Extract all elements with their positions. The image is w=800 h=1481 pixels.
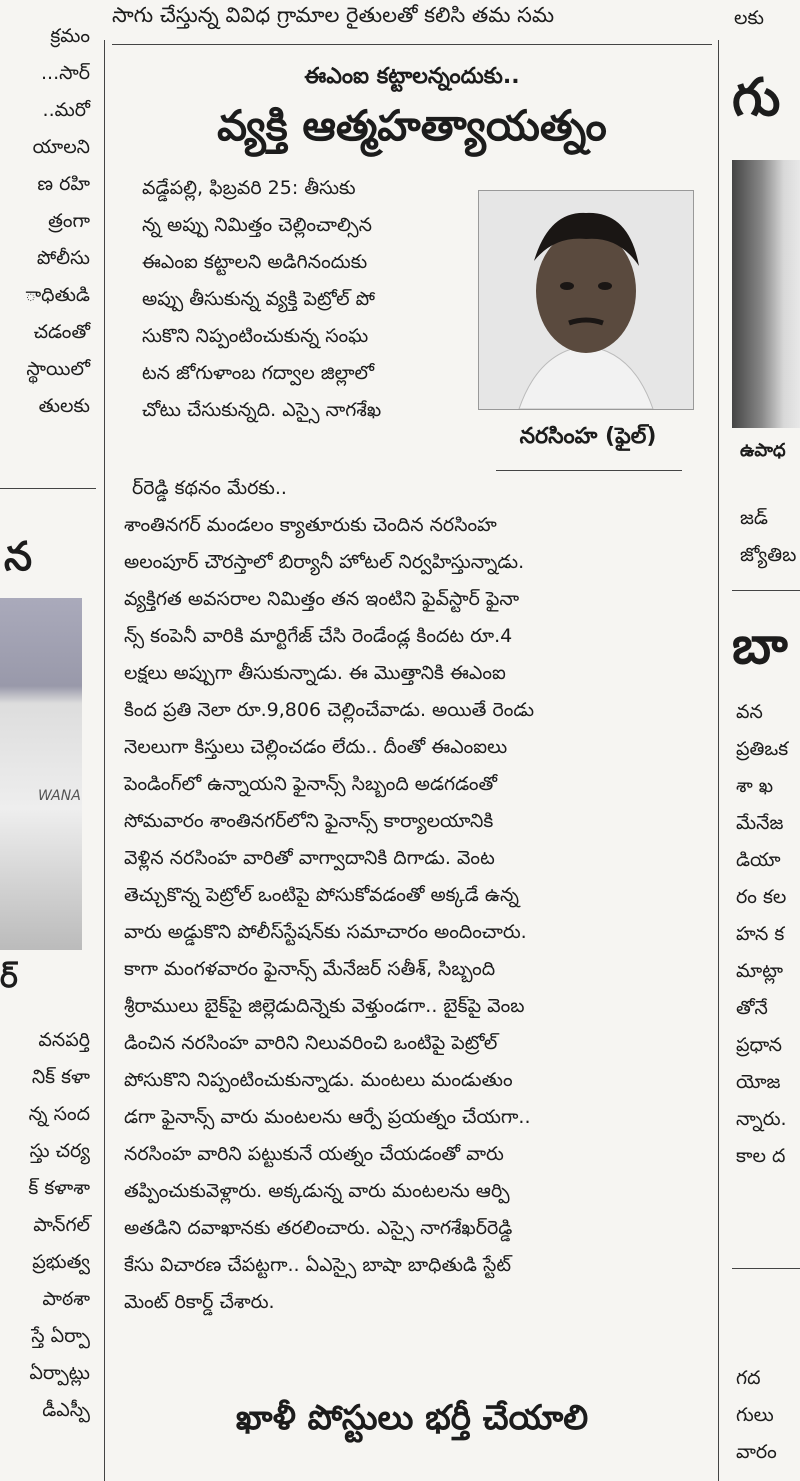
article-body-line: వారు అడ్డుకొని పోలీస్‌స్టేషన్‌కు సమాచారం అందించారు. — [124, 921, 527, 943]
article-body-line: నరసింహ వారిని పట్టుకునే యత్నం చేయడంతో వారు — [124, 1143, 504, 1165]
left-text-line: స్తు చర్య — [29, 1140, 90, 1162]
left-text-line: ణ రహి — [37, 173, 90, 195]
left-text-line: న్న సంద — [28, 1103, 90, 1125]
left-text-line: చడంతో — [33, 321, 90, 343]
bus-label: WANA — [38, 788, 81, 804]
article-body-line: కాగా మంగళవారం ఫైనాన్స్ మేనేజర్ సతీశ్, సిబ్బంది — [124, 958, 496, 980]
right-text-line: శా ఖ — [736, 775, 774, 797]
right-column-text-bottom — [736, 694, 788, 1175]
left-text-line: ..మరో — [42, 99, 90, 121]
top-divider — [112, 44, 712, 45]
left-text-line: ...సార్ — [41, 62, 90, 84]
left-text-line: స్థాయిలో — [26, 358, 90, 380]
right-column-text-end — [736, 1360, 777, 1471]
article-lead-line: ఈఎంఐ కట్టాలని అడిగినందుకు — [142, 251, 368, 273]
right-column — [726, 0, 800, 1481]
article-body-line: పోసుకొని నిప్పంటించుకున్నాడు. మంటలు మండుతుం — [124, 1069, 513, 1091]
right-text-line: మేనేజ — [736, 812, 784, 834]
article-body-line: డగా ఫైనాన్స్ వారు మంటలను ఆర్పే ప్రయత్నం చేయగా.. — [124, 1106, 531, 1128]
right-photo — [732, 160, 800, 428]
article-body-line: కేసు విచారణ చేపట్టగా.. ఏఎస్సై బాషా బాధితుడి స్టేట్ — [124, 1254, 512, 1276]
right-text-line: వన — [736, 701, 763, 723]
article-headline: వ్యక్తి ఆత్మహత్యాయత్నం — [217, 101, 607, 150]
article-lead-line: న్న అప్పు నిమిత్తం చెల్లించాల్సిన — [142, 214, 372, 236]
right-text-line: గులు — [736, 1404, 774, 1426]
left-text-line: క్ కళాశా — [28, 1177, 90, 1199]
main-article — [112, 0, 712, 1481]
left-text-line: స్తే ఏర్పా — [31, 1325, 90, 1347]
left-text-line: డీఎస్పీ — [42, 1399, 90, 1421]
person-portrait-icon — [479, 191, 693, 409]
article-body — [124, 507, 534, 1321]
left-text-line: ప్రభుత్వ — [32, 1251, 90, 1273]
right-text-line: ప్రతిఒక — [736, 738, 789, 760]
right-headline-1: గు — [732, 68, 781, 128]
right-text-line: వారం — [736, 1441, 777, 1463]
left-headline-fragment: న — [4, 534, 33, 580]
left-text-line: ాధితుడి — [25, 284, 90, 306]
article-body-line: న్స్ కంపెనీ వారికి మార్టిగేజ్ చేసి రెండేండ్ల కిందట రూ.4 — [124, 625, 513, 647]
caption-underline — [496, 470, 682, 471]
right-top-fragment: లకు — [734, 7, 764, 29]
article-body-line: వెళ్లిన నరసింహ వారితో వాగ్వాదానికి దిగాడు. వెంట — [124, 847, 495, 869]
left-text-line: వనపర్తి — [38, 1029, 90, 1051]
left-text-line: క్రమం — [50, 25, 90, 47]
left-text-line: యాలని — [32, 136, 90, 158]
article-lead — [142, 170, 472, 429]
article-body-line: శ్రీరాములు బైక్‌పై జిల్లెడుదిన్నెకు వెళ్తుండగా.. బైక్‌పై వెంబ — [124, 995, 525, 1017]
article-kicker: ఈఎంఐ కట్టాలన్నందుకు.. — [304, 64, 520, 89]
bus-photo — [0, 598, 82, 950]
column-divider-right — [718, 40, 719, 1481]
left-text-line: త్రంగా — [48, 210, 90, 232]
article-body-line: తప్పించుకువెళ్లారు. అక్కడున్న వారు మంటలను ఆర్పి — [124, 1180, 510, 1202]
left-text-line: పోలీసు — [36, 247, 90, 269]
article-body-line: నెలలుగా కిస్తులు చెల్లించడం లేదు.. దీంతో ఈఎంఐలు — [124, 736, 508, 758]
right-divider-2 — [732, 1268, 800, 1269]
left-headline-fragment-2: ర్ — [0, 960, 18, 995]
right-text-line: జడ్ — [740, 507, 768, 529]
article-lead-line: చోటు చేసుకున్నది. ఎస్సై నాగశేఖ — [142, 399, 382, 421]
article-body-line: శాంతినగర్ మండలం క్యాతూరుకు చెందిన నరసింహ — [124, 514, 497, 536]
photo-caption: నరసింహ (ఫైల్) — [519, 424, 657, 449]
left-divider — [0, 488, 96, 489]
article-body-line: సోమవారం శాంతినగర్‌లోని ఫైనాన్స్ కార్యాలయానికి — [124, 810, 494, 832]
article-lead-line: సుకొని నిప్పంటించుకున్న సంఘ — [142, 325, 369, 347]
next-article-headline: ఖాళీ పోస్టులు భర్తీ చేయాలి — [235, 1398, 589, 1438]
right-divider — [732, 590, 800, 591]
article-body-line: తెచ్చుకొన్న పెట్రోల్ ఒంటిపై పోసుకోవడంతో అక్కడే ఉన్న — [124, 884, 519, 906]
article-lead-last: ర్‌రెడ్డి కథనం మేరకు.. — [132, 477, 287, 499]
right-text-line: ప్రధాన — [736, 1034, 783, 1056]
left-text-line: నిక్ కళా — [31, 1066, 90, 1088]
right-text-line: రం కల — [736, 886, 787, 908]
right-text-line: జ్యోతిబ — [740, 544, 797, 566]
left-text-line: ఏర్పాట్లు — [29, 1362, 90, 1384]
right-photo-caption: ఉపాధ — [740, 440, 786, 461]
left-column-text-bottom — [28, 1022, 90, 1429]
article-body-line: లక్షలు అప్పుగా తీసుకున్నాడు. ఈ మొత్తానికి ఈఎంఐ — [124, 662, 506, 684]
left-text-line: తులకు — [38, 395, 90, 417]
article-body-line: కింద ప్రతి నెలా రూ.9,806 చెల్లించేవాడు. అయితే రెండు — [124, 699, 535, 721]
left-text-line: పాఠశా — [42, 1288, 90, 1310]
article-lead-line: అప్పు తీసుకున్న వ్యక్తి పెట్రోల్ పో — [142, 288, 375, 310]
right-text-line: తోనే — [736, 997, 768, 1019]
article-body-line: అలంపూర్ చౌరస్తాలో బిర్యానీ హోటల్ నిర్వహిస్తున్నాడు. — [124, 551, 525, 573]
right-text-line: గద — [736, 1367, 761, 1389]
article-body-line: పెండింగ్‌లో ఉన్నాయని ఫైనాన్స్ సిబ్బంది అడగడంతో — [124, 773, 498, 795]
article-body-line: డించిన నరసింహ వారిని నిలువరించి ఒంటిపై పెట్రోల్ — [124, 1032, 498, 1054]
article-lead-line: వడ్డేపల్లి, ఫిబ్రవరి 25: తీసుకు — [142, 177, 356, 199]
right-text-line: కాల ద — [736, 1145, 786, 1167]
previous-article-tail: సాగు చేస్తున్న వివిధ గ్రామాల రైతులతో కలిసి తమ సమ — [112, 3, 555, 27]
person-photo — [478, 190, 694, 410]
right-text-line: హన క — [736, 923, 785, 945]
article-body-line: అతడిని దవాఖానకు తరలించారు. ఎస్సై నాగశేఖర్‌రెడ్డి — [124, 1217, 513, 1239]
right-text-line: న్నారు. — [736, 1108, 787, 1130]
right-text-line: యోజ — [736, 1071, 781, 1093]
right-text-line: మాట్లా — [736, 960, 783, 982]
left-text-line: పాన్‌గల్ — [33, 1214, 90, 1236]
column-divider-left — [104, 40, 105, 1481]
article-lead-line: టన జోగుళాంబ గద్వాల జిల్లాలో — [142, 362, 375, 384]
left-column-text-top — [25, 18, 90, 425]
right-text-line: డియా — [736, 849, 781, 871]
left-column — [0, 0, 96, 1481]
right-headline-2: బా — [732, 616, 788, 676]
article-body-line: వ్యక్తిగత అవసరాల నిమిత్తం తన ఇంటిని ఫైవ్‌స్టార్ ఫైనా — [124, 588, 520, 610]
right-column-text-mid — [740, 500, 796, 574]
article-body-line: మెంట్ రికార్డ్ చేశారు. — [124, 1291, 275, 1313]
